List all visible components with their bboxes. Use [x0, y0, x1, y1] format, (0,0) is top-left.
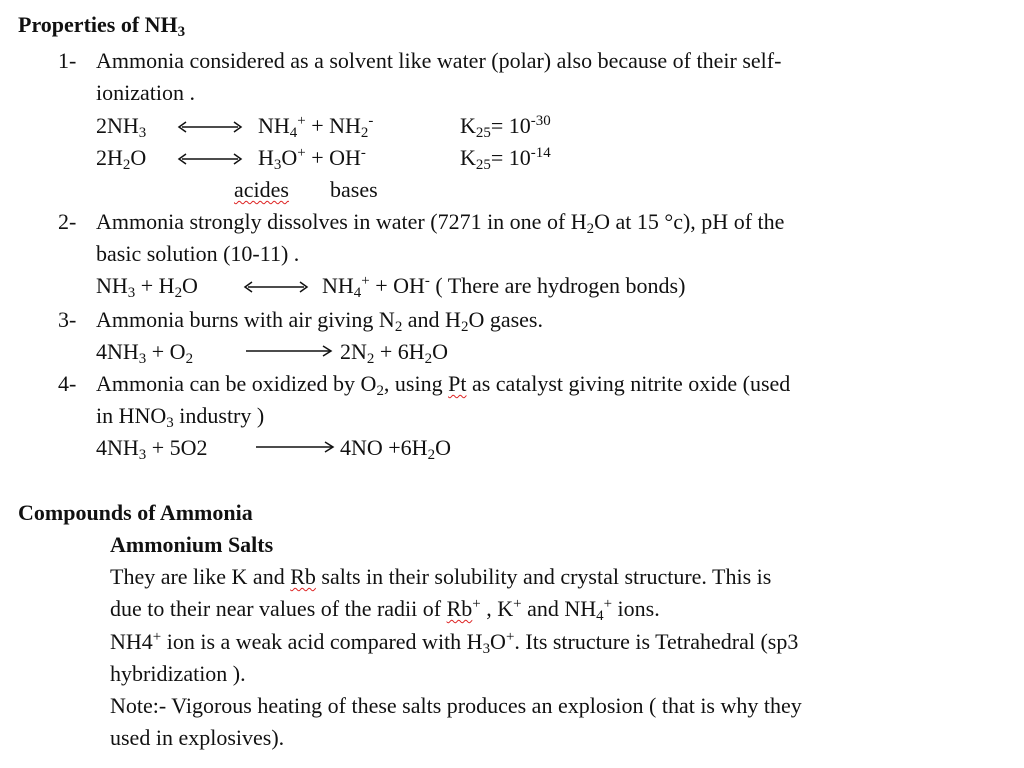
equation-combustion-left: $4NH_3 + O_2$ [96, 339, 194, 368]
paragraph3-line1: Note:- Vigorous heating of these salts produces an explosion ( that is why they [110, 693, 802, 718]
double-arrow-icon [176, 153, 244, 165]
item-number-2: 2- [58, 209, 77, 234]
double-arrow-icon [176, 121, 244, 133]
paragraph2-line1: NH4+ ion is a weak acid compared with $H_3O^+$. Its structure is Tetrahedral (sp3 [110, 628, 799, 658]
double-arrow-icon [242, 281, 310, 293]
equation-oxidation-left: $4NH_3 + 5O2$ [96, 435, 208, 464]
paragraph2-line2: hybridization ). [110, 661, 246, 686]
item-number-4: 4- [58, 371, 77, 396]
right-arrow-icon [246, 345, 334, 357]
paragraph3-line2: used in explosives). [110, 725, 285, 750]
equilibrium-constant-ammonia: $K_{25}= 10^{-30}$ [460, 112, 551, 142]
subtitle-ammonium-salts: Ammonium Salts [110, 532, 274, 557]
item4-text-line2: in $HNO_3$ industry ) [96, 403, 265, 432]
equation-combustion-right: $2N_2 + 6H_2O$ [340, 339, 449, 368]
equation-ammonia-water-right: $NH_4^+ + OH^-$ ( There are hydrogen bonds) [322, 272, 686, 302]
section-title-properties: Properties of $NH_3$ [18, 12, 186, 41]
item3-text: Ammonia burns with air giving $N_2$ and $H_2O$ gases. [96, 307, 543, 336]
equilibrium-constant-water: $K_{25}= 10^{-14}$ [460, 144, 551, 174]
paragraph1-line2: due to their near values of the radii of Rb+ , K+ and $NH_4^+$ ions. [110, 595, 660, 625]
item-number-1: 1- [58, 48, 77, 73]
equation-oxidation-right: $4NO +6H_2O$ [340, 435, 451, 464]
equation-ammonia-ionization-right: $NH_4^+ + NH_2^-$ [258, 112, 374, 142]
equation-water-ionization-left: $2H_2O$ [96, 145, 147, 174]
equation-water-ionization-right: $H_3O^+ + OH^-$ [258, 144, 366, 174]
equation-ammonia-water-left: $NH_3 + H_2O$ [96, 273, 198, 302]
equation-ammonia-ionization-left: $2NH_3$ [96, 113, 147, 142]
item-number-3: 3- [58, 307, 77, 332]
item4-text-line1: Ammonia can be oxidized by $O_2$, using Pt as catalyst giving nitrite oxide (used [96, 371, 791, 400]
item1-text-line2: ionization . [96, 80, 195, 105]
item2-text-line1: Ammonia strongly dissolves in water (7271 in one of $H_2O$ at 15 °c), pH of the [96, 209, 785, 238]
section-title-compounds: Compounds of Ammonia [18, 500, 253, 525]
item2-text-line2: basic solution (10-11) . [96, 241, 300, 266]
right-arrow-icon [256, 441, 336, 453]
paragraph1-line1: They are like K and Rb salts in their solubility and crystal structure. This is [110, 564, 772, 589]
label-acides: acides [234, 177, 289, 202]
item1-text-line1: Ammonia considered as a solvent like water (polar) also because of their self- [96, 48, 782, 73]
label-bases: bases [330, 177, 378, 202]
